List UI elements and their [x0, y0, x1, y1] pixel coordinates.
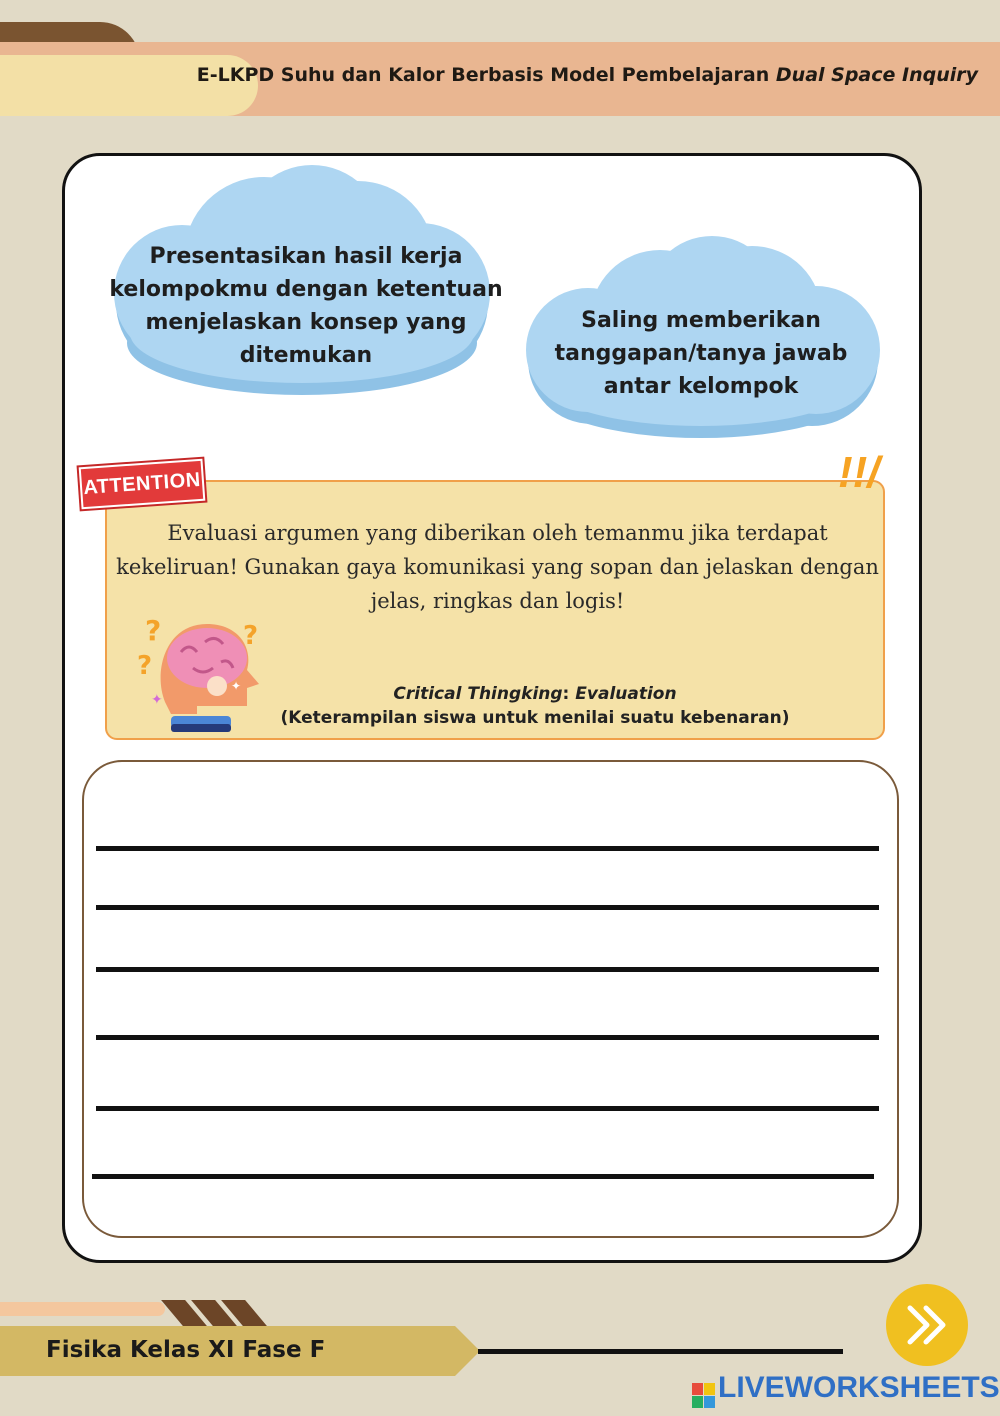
- attention-text: Evaluasi argumen yang diberikan oleh temanmu jika terdapat kekeliruan! Gunakan gaya komunikasi yang sopan dan jelaskan dengan jelas, ringkas dan logis!: [116, 521, 879, 613]
- skill-type: Evaluation: [575, 684, 677, 704]
- document-title: [197, 64, 978, 86]
- answer-line[interactable]: [96, 967, 879, 972]
- next-page-button[interactable]: [886, 1284, 968, 1366]
- liveworksheets-watermark[interactable]: LIVEWORKSHEETS: [718, 1371, 1000, 1404]
- document-title-italic: Dual Space Inquiry: [775, 64, 978, 86]
- answer-line[interactable]: [92, 1174, 874, 1179]
- document-title-main: E-LKPD Suhu dan Kalor Berbasis Model Pembelajaran: [196, 64, 770, 86]
- footer-label: Fisika Kelas XI Fase F: [46, 1337, 326, 1363]
- svg-text:?: ?: [243, 621, 259, 651]
- svg-text:✦: ✦: [151, 692, 163, 708]
- skill-colon: :: [562, 684, 570, 704]
- skill-name: Critical Thingking: [393, 684, 563, 704]
- svg-text:✦: ✦: [231, 679, 242, 693]
- answer-box[interactable]: [82, 760, 899, 1238]
- answer-line[interactable]: [96, 905, 879, 910]
- left-cloud-text: Presentasikan hasil kerja kelompokmu dengan ketentuan menjelaskan konsep yang ditemukan: [109, 244, 503, 368]
- double-chevron-right-icon: [886, 1284, 968, 1366]
- right-cloud-text: Saling memberikan tanggapan/tanya jawab antar kelompok: [554, 308, 848, 399]
- thinking-brain-icon: [135, 612, 265, 737]
- answer-line[interactable]: [96, 846, 879, 851]
- liveworksheets-logo-icon: [692, 1376, 716, 1416]
- footer-line: [478, 1349, 843, 1354]
- footer-accent: [0, 1302, 165, 1316]
- attention-label: ATTENTION: [79, 459, 206, 510]
- critical-thinking-title: [300, 684, 770, 704]
- critical-thinking-description: (Keterampilan siswa untuk menilai suatu kebenaran): [280, 708, 790, 728]
- svg-text:?: ?: [145, 614, 162, 647]
- answer-line[interactable]: [96, 1035, 879, 1040]
- exclamation-marks-icon: !!/: [838, 448, 880, 497]
- svg-text:?: ?: [137, 651, 153, 681]
- answer-line[interactable]: [96, 1106, 879, 1111]
